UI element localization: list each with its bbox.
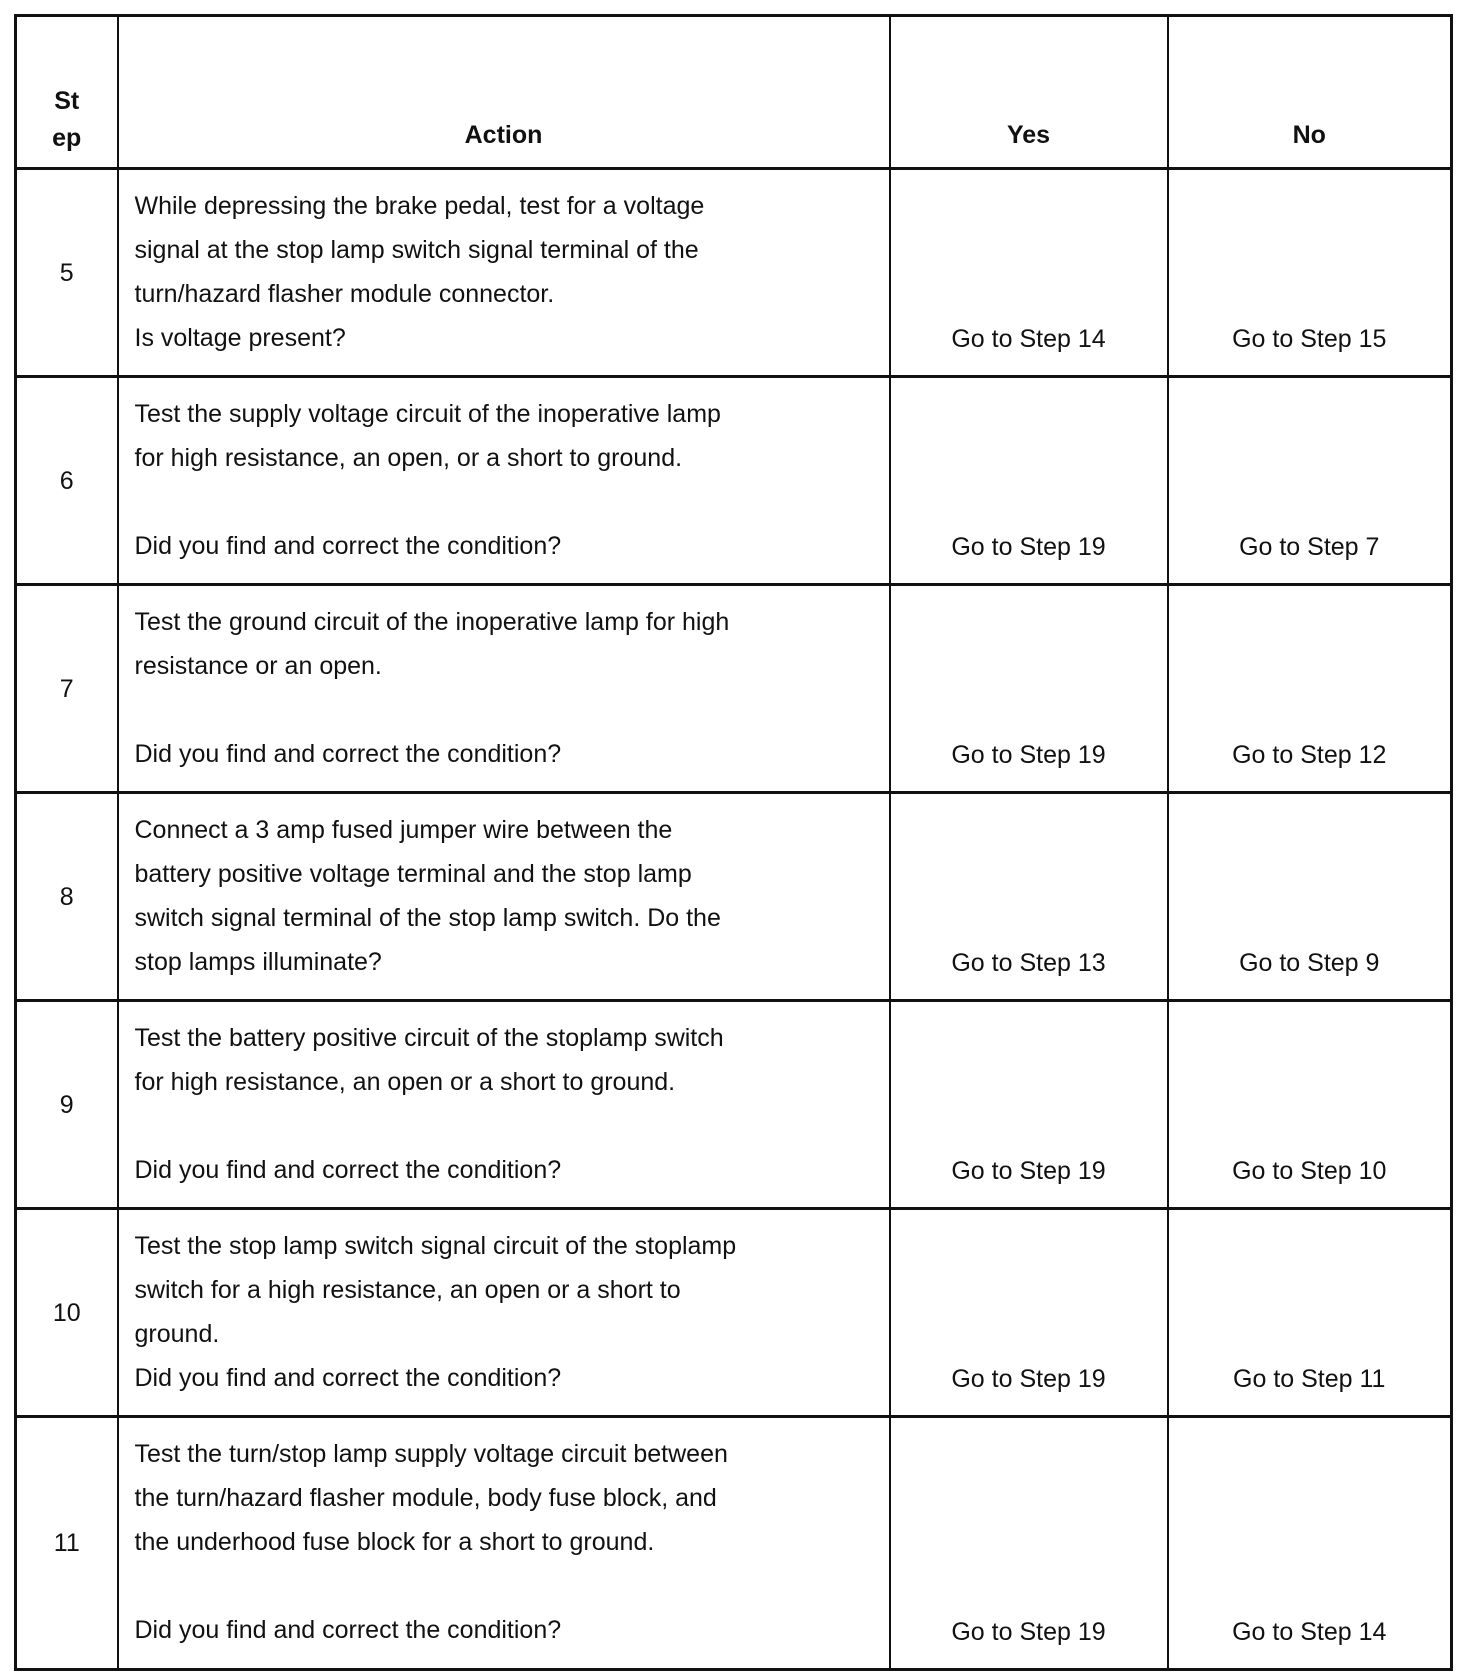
step-number: 6 [16, 377, 118, 585]
step-number: 10 [16, 1209, 118, 1417]
table-body [16, 169, 1452, 1670]
action-cell [118, 169, 890, 377]
action-line: Test the ground circuit of the inoperative lamp for high [134, 608, 730, 636]
action-cell [118, 1209, 890, 1417]
table-row [16, 1001, 1452, 1209]
action-line: Is voltage present? [134, 324, 346, 352]
header-action: Action [118, 16, 890, 169]
table-row [16, 169, 1452, 377]
action-line: Did you find and correct the condition? [134, 532, 562, 560]
table-row [16, 1209, 1452, 1417]
yes-result: Go to Step 14 [890, 169, 1168, 377]
action-cell [118, 585, 890, 793]
action-line: turn/hazard flasher module connector. [134, 280, 555, 308]
table-row [16, 377, 1452, 585]
no-result: Go to Step 14 [1168, 1417, 1452, 1670]
action-cell [118, 1417, 890, 1670]
action-cell [118, 1001, 890, 1209]
action-line: While depressing the brake pedal, test for a voltage [134, 192, 705, 220]
action-line: Did you find and correct the condition? [134, 1156, 562, 1184]
action-spacer [135, 1104, 839, 1148]
header-no: No [1168, 16, 1452, 169]
no-result: Go to Step 11 [1168, 1209, 1452, 1417]
yes-result: Go to Step 19 [890, 1001, 1168, 1209]
action-line: signal at the stop lamp switch signal terminal of the [134, 236, 699, 264]
action-line: stop lamps illuminate? [134, 948, 382, 976]
yes-result: Go to Step 19 [890, 1209, 1168, 1417]
no-result: Go to Step 10 [1168, 1001, 1452, 1209]
action-line: the turn/hazard flasher module, body fuse block, and [134, 1484, 717, 1512]
diagnostic-step-table [14, 14, 1453, 1671]
action-line: switch for a high resistance, an open or a short to [134, 1276, 681, 1304]
action-line: Did you find and correct the condition? [134, 1616, 562, 1644]
action-line: Test the battery positive circuit of the stoplamp switch [134, 1024, 724, 1052]
step-number: 7 [16, 585, 118, 793]
header-step-line2: ep [52, 124, 82, 152]
action-line: switch signal terminal of the stop lamp switch. Do the [134, 904, 721, 932]
action-line: battery positive voltage terminal and the stop lamp [134, 860, 692, 888]
no-result: Go to Step 12 [1168, 585, 1452, 793]
step-number: 11 [16, 1417, 118, 1670]
action-line: ground. [134, 1320, 220, 1348]
action-line: Did you find and correct the condition? [134, 740, 562, 768]
step-number: 8 [16, 793, 118, 1001]
action-line: Test the stop lamp switch signal circuit of the stoplamp [134, 1232, 737, 1260]
action-line: the underhood fuse block for a short to ground. [134, 1528, 655, 1556]
no-result: Go to Step 9 [1168, 793, 1452, 1001]
header-step-line1: St [54, 87, 80, 115]
action-line: for high resistance, an open or a short to ground. [134, 1068, 676, 1096]
table-header [16, 16, 1452, 169]
action-line: Test the supply voltage circuit of the inoperative lamp [134, 400, 721, 428]
action-line: resistance or an open. [134, 652, 382, 680]
step-number: 5 [16, 169, 118, 377]
action-cell [118, 793, 890, 1001]
action-line: Connect a 3 amp fused jumper wire between the [134, 816, 673, 844]
action-spacer [135, 480, 839, 524]
table-row [16, 1417, 1452, 1670]
table-row [16, 585, 1452, 793]
yes-result: Go to Step 19 [890, 377, 1168, 585]
header-step [16, 16, 118, 169]
header-row [16, 16, 1452, 169]
yes-result: Go to Step 19 [890, 585, 1168, 793]
header-yes: Yes [890, 16, 1168, 169]
step-number: 9 [16, 1001, 118, 1209]
no-result: Go to Step 15 [1168, 169, 1452, 377]
table-row [16, 793, 1452, 1001]
no-result: Go to Step 7 [1168, 377, 1452, 585]
yes-result: Go to Step 13 [890, 793, 1168, 1001]
action-cell [118, 377, 890, 585]
yes-result: Go to Step 19 [890, 1417, 1168, 1670]
action-spacer [135, 688, 839, 732]
action-line: Test the turn/stop lamp supply voltage circuit between [134, 1440, 728, 1468]
action-line: Did you find and correct the condition? [134, 1364, 562, 1392]
action-spacer [135, 1564, 839, 1608]
action-line: for high resistance, an open, or a short to ground. [134, 444, 683, 472]
